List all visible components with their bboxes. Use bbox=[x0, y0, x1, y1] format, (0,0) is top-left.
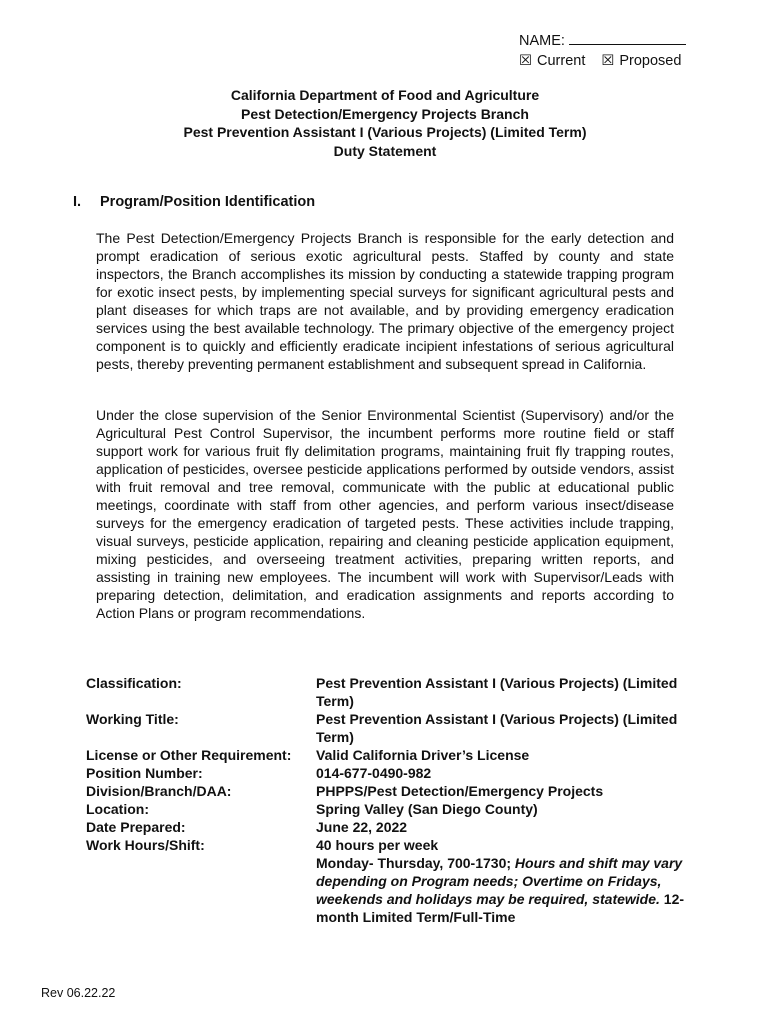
classification-label: Classification: bbox=[86, 675, 182, 691]
revision-footer: Rev 06.22.22 bbox=[41, 986, 116, 1000]
current-checkbox[interactable]: ☒ bbox=[519, 53, 532, 69]
section-title: Program/Position Identification bbox=[100, 194, 316, 210]
title-duty-statement: Duty Statement bbox=[333, 142, 437, 159]
info-row-license bbox=[86, 746, 706, 764]
title-position: Pest Prevention Assistant I (Various Projects) (Limited Term) bbox=[183, 124, 587, 140]
division-label: Division/Branch/DAA: bbox=[86, 783, 232, 799]
working-title-label: Working Title: bbox=[86, 711, 179, 727]
position-number-value: 014-677-0490-982 bbox=[316, 765, 432, 781]
work-hours-line1: 40 hours per week bbox=[316, 837, 439, 853]
position-info-table bbox=[86, 674, 706, 926]
name-checkbox-block bbox=[519, 30, 686, 71]
classification-value: Pest Prevention Assistant I (Various Projects) (Limited Term) bbox=[316, 675, 678, 709]
section-number: I. bbox=[73, 194, 82, 210]
section-heading bbox=[73, 194, 315, 210]
work-hours-days: Monday- Thursday, 700-1730; bbox=[316, 855, 515, 871]
info-row-classification bbox=[86, 674, 706, 710]
working-title-value: Pest Prevention Assistant I (Various Projects) (Limited Term) bbox=[316, 711, 678, 745]
location-label: Location: bbox=[86, 801, 149, 817]
name-blank-line[interactable] bbox=[569, 30, 686, 45]
paragraph-program-description: The Pest Detection/Emergency Projects Branch is responsible for the early detection and prompt eradication of serious exotic agricultural pests. Staffed by county and state inspectors, the Branch accomplishes its mission by conducting a statewide trapping program for exotic insect pests, by implementing special surveys for significant agricultural pests and plant diseases for which traps are not available, and by providing emergency eradication services using the best available technology. The primary objective of the emergency project component is to quickly and efficiently eradicate incipient infestations of serious agricultural pests, thereby preventing permanent establishment and subsequent spread in California. bbox=[96, 230, 674, 372]
info-row-location bbox=[86, 800, 706, 818]
division-value: PHPPS/Pest Detection/Emergency Projects bbox=[316, 783, 604, 799]
date-prepared-value: June 22, 2022 bbox=[316, 819, 408, 835]
info-row-hours bbox=[86, 836, 706, 926]
info-row-working-title bbox=[86, 710, 706, 746]
title-branch: Pest Detection/Emergency Projects Branch bbox=[241, 105, 529, 122]
title-department: California Department of Food and Agriculture bbox=[230, 87, 540, 103]
document-title bbox=[0, 86, 770, 160]
proposed-checkbox[interactable]: ☒ bbox=[601, 53, 615, 69]
work-hours-shift bbox=[316, 854, 706, 926]
work-hours-term: 12-month Limited Term/Full-Time bbox=[316, 891, 685, 925]
position-number-label: Position Number: bbox=[86, 765, 203, 781]
work-hours-value bbox=[316, 836, 706, 926]
license-value: Valid California Driver’s License bbox=[316, 747, 530, 763]
proposed-label: Proposed bbox=[619, 53, 682, 69]
work-hours-note: Hours and shift may vary depending on Program needs; Overtime on Fridays, weekends and holidays may be required, statewide. bbox=[316, 855, 683, 907]
paragraph-position-description: Under the close supervision of the Senior Environmental Scientist (Supervisory) and/or the Agricultural Pest Control Supervisor, the incumbent performs more routine field or staff support work for various fruit fly delimitation programs, maintaining fruit fly trapping routes, application of pesticides, oversee pesticide applications performed by outside vendors, assist with fruit removal and tree removal, communicate with the public at educational public meetings, coordinate with staff from other agencies, and perform various insect/disease surveys for the emergency eradication of targeted pests. These activities include trapping, visual surveys, pesticide application, repairing and cleaning pesticide application equipment, mixing pesticides, and overseeing treatment activities, preparing written reports, and assisting in training new employees. The incumbent will work with Supervisor/Leads with preparing detection, delimitation, and eradication assignments and reports according to Action Plans or program recommendations. bbox=[96, 407, 674, 621]
license-label: License or Other Requirement: bbox=[86, 747, 292, 763]
info-row-position-number bbox=[86, 764, 706, 782]
current-label: Current bbox=[537, 53, 586, 69]
location-value: Spring Valley (San Diego County) bbox=[316, 801, 538, 817]
date-prepared-label: Date Prepared: bbox=[86, 819, 186, 835]
name-label: NAME: bbox=[519, 33, 565, 49]
work-hours-label: Work Hours/Shift: bbox=[86, 837, 205, 853]
info-row-division bbox=[86, 782, 706, 800]
info-row-date bbox=[86, 818, 706, 836]
